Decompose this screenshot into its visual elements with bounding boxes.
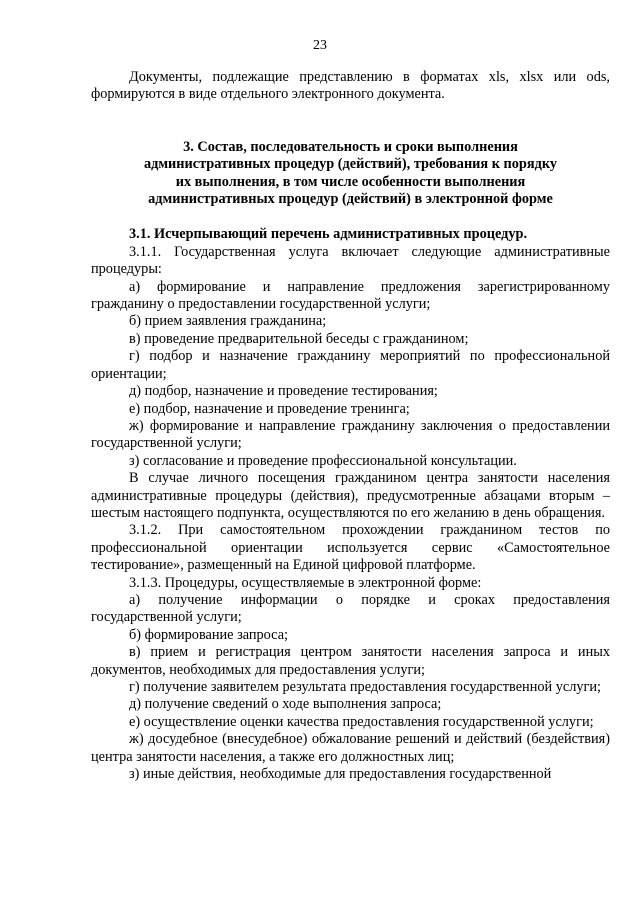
list-item: з) иные действия, необходимые для предоставления государственной	[129, 766, 552, 783]
list-item: з) согласование и проведение профессиональной консультации.	[129, 452, 517, 469]
list-item: г) получение заявителем результата предоставления государственной услуги;	[129, 679, 601, 695]
list-item: в) проведение предварительной беседы с гражданином;	[129, 330, 469, 347]
list-item: ж) формирование и направление гражданину заключения о предоставлении государственной услуги;	[91, 417, 610, 452]
subsection-title: 3.1. Исчерпывающий перечень административных процедур.	[129, 226, 528, 243]
list-item: е) осуществление оценки качества предоставления государственной услуги;	[129, 713, 594, 730]
list-item: б) прием заявления гражданина;	[129, 313, 327, 330]
list-item: б) формирование запроса;	[129, 626, 289, 643]
section-heading-line: административных процедур (действий), требования к порядку	[143, 156, 558, 173]
list-item: в) прием и регистрация центром занятости населения запроса и иных документов, необходимых для предоставления услуги;	[91, 644, 610, 678]
page-number: 23	[313, 38, 327, 53]
list-item: ж) досудебное (внесудебное) обжалование решений и действий (бездействия) центра занятости населения, а также его должностных лиц;	[91, 731, 610, 765]
list-item: а) формирование и направление предложения зарегистрированному гражданину о предоставлении государственной услуги;	[91, 278, 610, 313]
list-item: г) подбор и назначение гражданину мероприятий по профессиональной ориентации;	[91, 348, 610, 382]
paragraph: 3.1.3. Процедуры, осуществляемые в электронной форме:	[129, 574, 482, 591]
section-heading-line: административных процедур (действий) в электронной форме	[148, 191, 553, 208]
section-heading	[91, 139, 610, 209]
paragraph: В случае личного посещения гражданином центра занятости населения административные процедуры (действия), предусмотренные абзацами вторым – шестым настоящего подпункта, осуществляются по его желанию в день обращения.	[91, 470, 610, 521]
section-heading-line: 3. Состав, последовательность и сроки выполнения	[183, 138, 518, 155]
list-item: д) получение сведений о ходе выполнения запроса;	[129, 696, 442, 713]
list-item: е) подбор, назначение и проведение тренинга;	[129, 400, 410, 417]
list-item: д) подбор, назначение и проведение тестирования;	[129, 383, 438, 400]
document-body	[91, 69, 610, 783]
paragraph: 3.1.2. При самостоятельном прохождении гражданином тестов по профессиональной ориентации используется сервис «Самостоятельное тестирование», размещенный на Единой цифровой платформе.	[91, 522, 610, 574]
paragraph: 3.1.1. Государственная услуга включает следующие административные процедуры:	[91, 243, 610, 278]
intro-paragraph: Документы, подлежащие представлению в форматах xls, xlsx или ods, формируются в виде отдельного электронного документа.	[91, 69, 610, 103]
list-item: а) получение информации о порядке и сроках предоставления государственной услуги;	[91, 591, 610, 626]
section-heading-line: их выполнения, в том числе особенности выполнения	[175, 173, 526, 190]
